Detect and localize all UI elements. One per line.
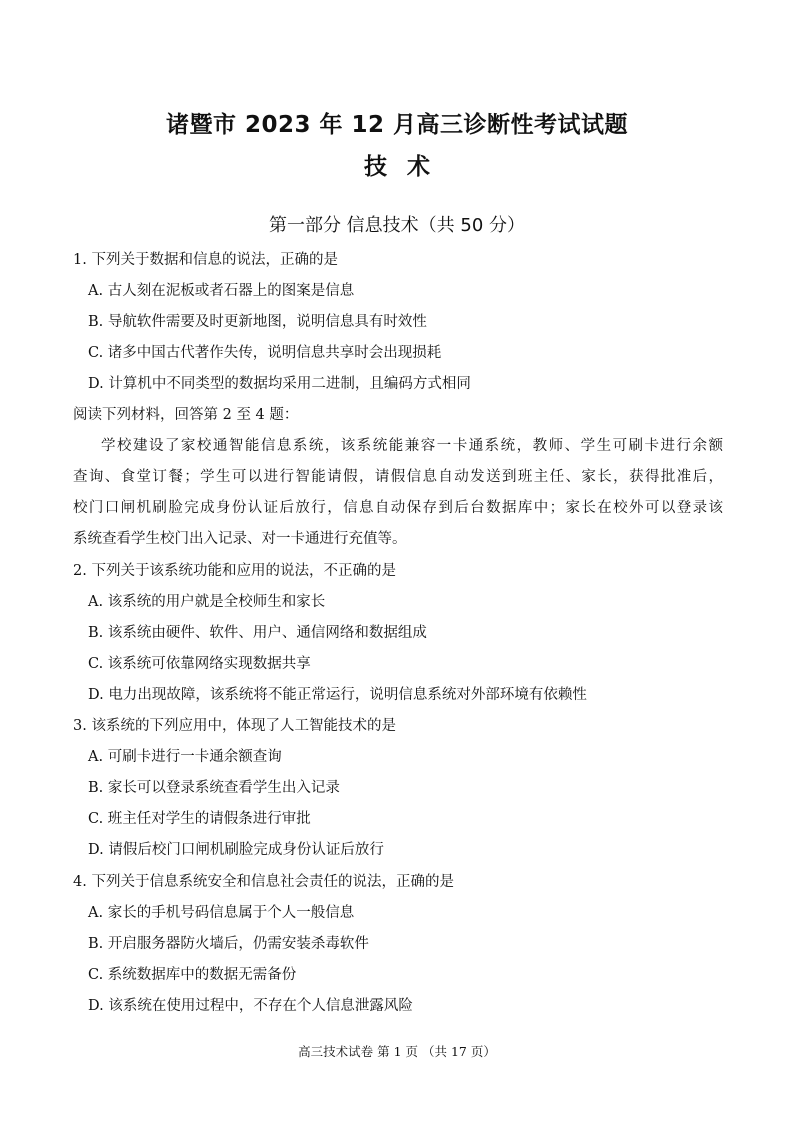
question-3-stem: 3. 该系统的下列应用中，体现了人工智能技术的是 <box>73 718 396 734</box>
question-1-option-a: A. 古人刻在泥板或者石器上的图案是信息 <box>88 283 355 299</box>
reading-line-2: 查询、食堂订餐；学生可以进行智能请假，请假信息自动发送到班主任、家长，获得批准后， <box>73 469 723 485</box>
question-1-option-b: B. 导航软件需要及时更新地图，说明信息具有时效性 <box>88 314 427 330</box>
reading-line-1: 学校建设了家校通智能信息系统，该系统能兼容一卡通系统，教师、学生可刷卡进行余额 <box>101 438 723 454</box>
question-2-option-b: B. 该系统由硬件、软件、用户、通信网络和数据组成 <box>88 625 427 641</box>
question-4-option-c: C. 系统数据库中的数据无需备份 <box>88 967 297 983</box>
question-1-option-d: D. 计算机中不同类型的数据均采用二进制，且编码方式相同 <box>88 376 471 392</box>
page-footer: 高三技术试卷 第 1 页 （共 17 页） <box>298 1044 496 1059</box>
reading-intro: 阅读下列材料，回答第 2 至 4 题： <box>73 407 299 423</box>
exam-title: 诸暨市 2023 年 12 月高三诊断性考试试题 <box>165 112 629 138</box>
exam-subject: 技术 <box>364 154 450 180</box>
section-heading: 第一部分 信息技术（共 50 分） <box>268 215 526 236</box>
question-1-stem: 1. 下列关于数据和信息的说法，正确的是 <box>73 252 338 268</box>
question-4-option-b: B. 开启服务器防火墙后，仍需安装杀毒软件 <box>88 936 369 952</box>
question-4-option-a: A. 家长的手机号码信息属于个人一般信息 <box>88 905 355 921</box>
question-3-option-a: A. 可刷卡进行一卡通余额查询 <box>88 749 282 765</box>
question-3-option-b: B. 家长可以登录系统查看学生出入记录 <box>88 780 340 796</box>
question-2-option-a: A. 该系统的用户就是全校师生和家长 <box>88 594 326 610</box>
question-2-option-d: D. 电力出现故障，该系统将不能正常运行，说明信息系统对外部环境有依赖性 <box>88 687 587 703</box>
question-4-stem: 4. 下列关于信息系统安全和信息社会责任的说法，正确的是 <box>73 874 454 890</box>
question-4-option-d: D. 该系统在使用过程中，不存在个人信息泄露风险 <box>88 998 413 1014</box>
reading-line-3: 校门口闸机刷脸完成身份认证后放行，信息自动保存到后台数据库中；家长在校外可以登录该 <box>73 500 723 516</box>
question-3-option-d: D. 请假后校门口闸机刷脸完成身份认证后放行 <box>88 842 384 858</box>
question-2-stem: 2. 下列关于该系统功能和应用的说法，不正确的是 <box>73 563 396 579</box>
question-1-option-c: C. 诸多中国古代著作失传，说明信息共享时会出现损耗 <box>88 345 442 361</box>
question-3-option-c: C. 班主任对学生的请假条进行审批 <box>88 811 311 827</box>
reading-line-4: 系统查看学生校门出入记录、对一卡通进行充值等。 <box>73 531 407 547</box>
question-2-option-c: C. 该系统可依靠网络实现数据共享 <box>88 656 311 672</box>
